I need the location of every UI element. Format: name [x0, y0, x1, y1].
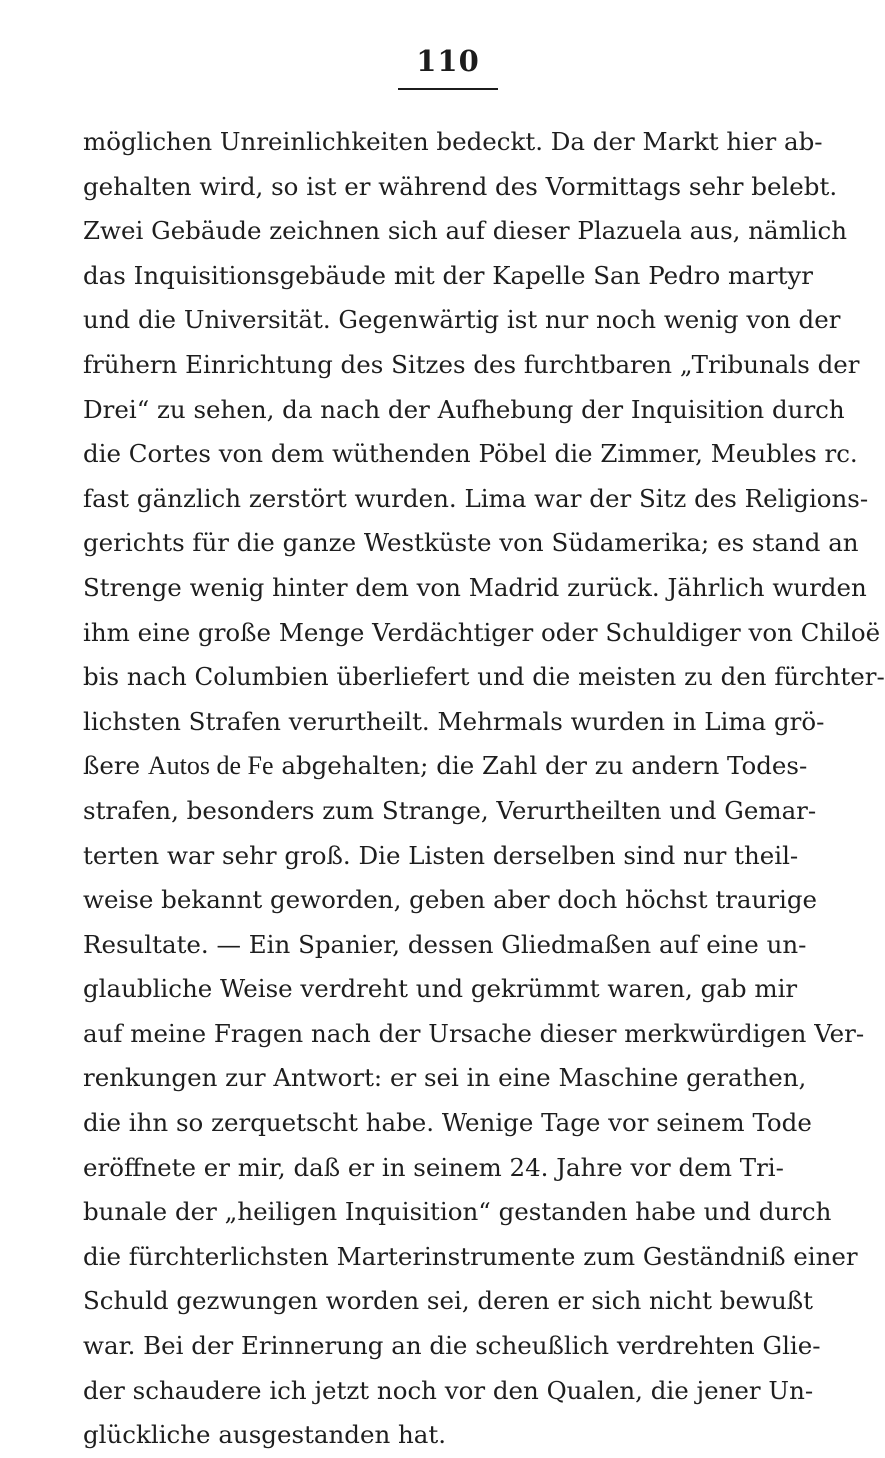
text-line: fast gänzlich zerstört wurden. Lima war der Sitz des Religions-	[83, 483, 869, 513]
text-line: die Cortes von dem wüthenden Pöbel die Zimmer, Meubles rc.	[83, 439, 858, 469]
text-line: auf meine Fragen nach der Ursache dieser merkwürdigen Ver-	[83, 1018, 865, 1048]
line-segment: ßere	[83, 751, 148, 781]
text-line: Drei“ zu sehen, da nach der Aufhebung der Inquisition durch	[83, 394, 845, 424]
text-line: ihm eine große Menge Verdächtiger oder Schuldiger von Chiloë	[83, 617, 881, 647]
text-line: renkungen zur Antwort: er sei in eine Maschine gerathen,	[83, 1063, 807, 1093]
text-line: glückliche ausgestanden hat.	[83, 1420, 447, 1450]
text-line: weise bekannt geworden, geben aber doch höchst traurige	[83, 885, 817, 915]
line-segment: abgehalten; die Zahl der zu andern Todes-	[273, 751, 808, 781]
text-line-with-antiqua	[83, 744, 808, 789]
body-text	[83, 120, 885, 1458]
text-line: das Inquisitionsgebäude mit der Kapelle San Pedro martyr	[83, 260, 813, 290]
text-line: Schuld gezwungen worden sei, deren er sich nicht bewußt	[83, 1286, 813, 1316]
page-number-rule	[398, 88, 498, 90]
text-line: strafen, besonders zum Strange, Verurtheilten und Gemar-	[83, 795, 817, 825]
text-line: möglichen Unreinlichkeiten bedeckt. Da der Markt hier ab-	[83, 127, 823, 156]
text-line: gerichts für die ganze Westküste von Südamerika; es stand an	[83, 528, 859, 558]
text-line: der schaudere ich jetzt noch vor den Qualen, die jener Un-	[83, 1375, 814, 1405]
page-number: 110	[416, 44, 480, 78]
text-line: die ihn so zerquetscht habe. Wenige Tage vor seinem Tode	[83, 1108, 812, 1138]
text-line: bis nach Columbien überliefert und die meisten zu den fürchter-	[83, 662, 885, 692]
text-line: Resultate. — Ein Spanier, dessen Gliedmaßen auf eine un-	[83, 929, 807, 959]
text-line: und die Universität. Gegenwärtig ist nur noch wenig von der	[83, 305, 841, 335]
text-line: Zwei Gebäude zeichnen sich auf dieser Plazuela aus, nämlich	[83, 216, 848, 246]
text-line: Strenge wenig hinter dem von Madrid zurück. Jährlich wurden	[83, 572, 867, 602]
text-line: bunale der „heiligen Inquisition“ gestanden habe und durch	[83, 1197, 832, 1227]
text-line: frühern Einrichtung des Sitzes des furchtbaren „Tribunals der	[83, 349, 860, 379]
text-line: glaubliche Weise verdreht und gekrümmt waren, gab mir	[83, 974, 798, 1004]
text-line: war. Bei der Erinnerung an die scheußlich verdrehten Glie-	[83, 1331, 821, 1361]
text-line: eröffnete er mir, daß er in seinem 24. Jahre vor dem Tri-	[83, 1152, 784, 1182]
text-line: lichsten Strafen verurtheilt. Mehrmals wurden in Lima grö-	[83, 706, 825, 736]
text-line: terten war sehr groß. Die Listen derselben sind nur theil-	[83, 840, 799, 870]
text-line: die fürchterlichsten Marterinstrumente zum Geständniß einer	[83, 1241, 858, 1271]
text-line: gehalten wird, so ist er während des Vormittags sehr belebt.	[83, 171, 838, 201]
latin-phrase: Autos de Fe	[147, 751, 274, 781]
